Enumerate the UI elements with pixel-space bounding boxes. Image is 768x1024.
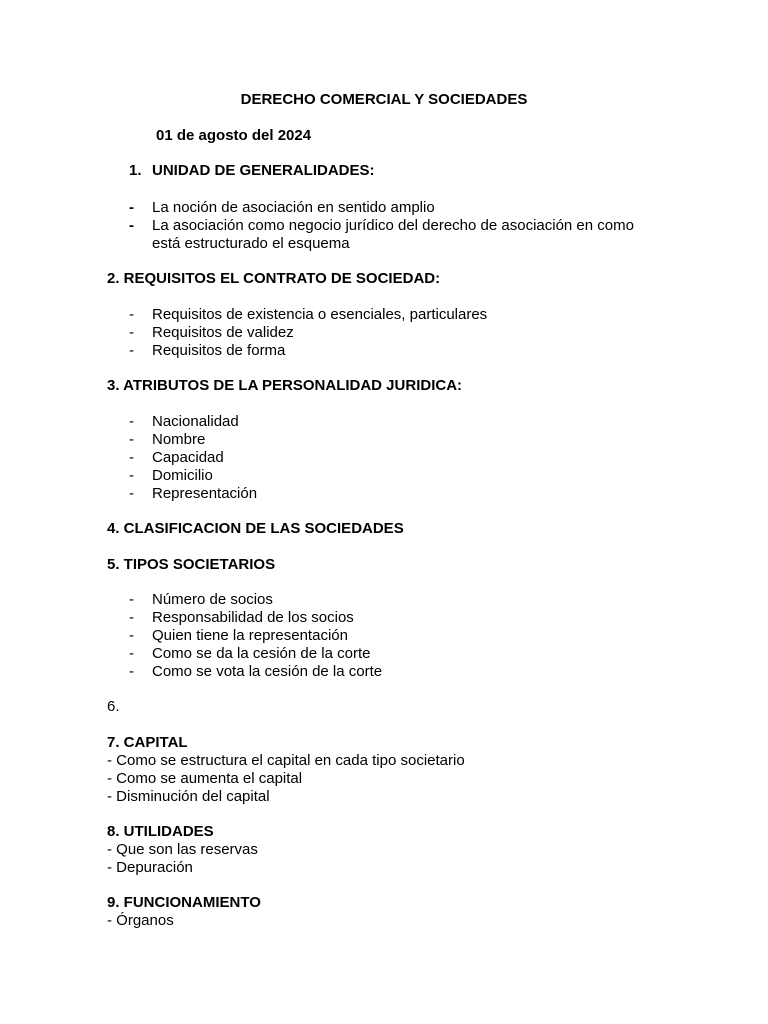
bullet-mark: - [129,627,134,644]
section-1-number: 1. [129,162,142,179]
list-item-text: Domicilio [152,467,213,484]
list-item-text: Quien tiene la representación [152,627,348,644]
list-item [129,609,649,627]
list-item-text: Nombre [152,431,206,448]
section-1-list [129,199,649,253]
list-item-text: Número de socios [152,591,273,608]
list-item [129,467,649,485]
section-9-list [107,912,174,930]
bullet-mark: - [129,663,134,680]
list-item [129,431,649,449]
bullet-mark: - [129,217,134,234]
section-4-heading: 4. CLASIFICACION DE LAS SOCIEDADES [107,520,404,537]
bullet-mark: - [129,485,134,502]
list-item [129,485,649,503]
list-item [129,627,649,645]
list-item-text: Como se vota la cesión de la corte [152,663,383,680]
list-item-text: Requisitos de existencia o esenciales, particulares [152,306,488,323]
section-9-heading: 9. FUNCIONAMIENTO [107,894,261,911]
section-3-list [129,413,649,503]
document-title: DERECHO COMERCIAL Y SOCIEDADES [240,91,528,108]
bullet-mark: - [129,306,134,323]
list-item: - Órganos [107,912,174,929]
bullet-mark: - [129,591,134,608]
section-5-heading: 5. TIPOS SOCIETARIOS [107,556,276,573]
list-item-text: Nacionalidad [152,413,239,430]
list-item: - Como se estructura el capital en cada tipo societario [107,752,465,769]
document-date: 01 de agosto del 2024 [156,127,312,144]
list-item [129,306,649,324]
section-8-list [107,841,258,877]
list-item [129,199,649,217]
list-item [129,591,649,609]
bullet-mark: - [129,199,134,216]
section-2-list [129,306,649,360]
list-item [129,449,649,467]
section-8-heading: 8. UTILIDADES [107,823,214,840]
list-item [129,342,649,360]
bullet-mark: - [129,467,134,484]
bullet-mark: - [129,413,134,430]
list-item: - Depuración [107,859,193,876]
section-1-heading: UNIDAD DE GENERALIDADES: [152,162,375,179]
list-item-text: Representación [152,485,258,502]
list-item [129,217,649,253]
list-item-text: Requisitos de validez [152,324,294,341]
list-item [129,663,649,681]
section-6-heading: 6. [107,698,120,715]
section-7-list [107,752,465,806]
bullet-mark: - [129,431,134,448]
bullet-mark: - [129,342,134,359]
section-5-list [129,591,649,681]
list-item [129,413,649,431]
bullet-mark: - [129,645,134,662]
list-item: - Disminución del capital [107,788,270,805]
list-item: - Que son las reservas [107,841,258,858]
list-item-text: Como se da la cesión de la corte [152,645,371,662]
list-item-text: Responsabilidad de los socios [152,609,354,626]
section-2-heading: 2. REQUISITOS EL CONTRATO DE SOCIEDAD: [107,270,441,287]
list-item-text: La noción de asociación en sentido amplio [152,199,435,216]
list-item: - Como se aumenta el capital [107,770,303,787]
list-item [129,324,649,342]
bullet-mark: - [129,609,134,626]
list-item-text: Requisitos de forma [152,342,286,359]
bullet-mark: - [129,449,134,466]
list-item-text: La asociación como negocio jurídico del derecho de asociación en como está estructurado el esquema [152,217,634,252]
list-item [129,645,649,663]
list-item-text: Capacidad [152,449,224,466]
section-7-heading: 7. CAPITAL [107,734,188,751]
section-3-heading: 3. ATRIBUTOS DE LA PERSONALIDAD JURIDICA: [107,377,463,394]
bullet-mark: - [129,324,134,341]
